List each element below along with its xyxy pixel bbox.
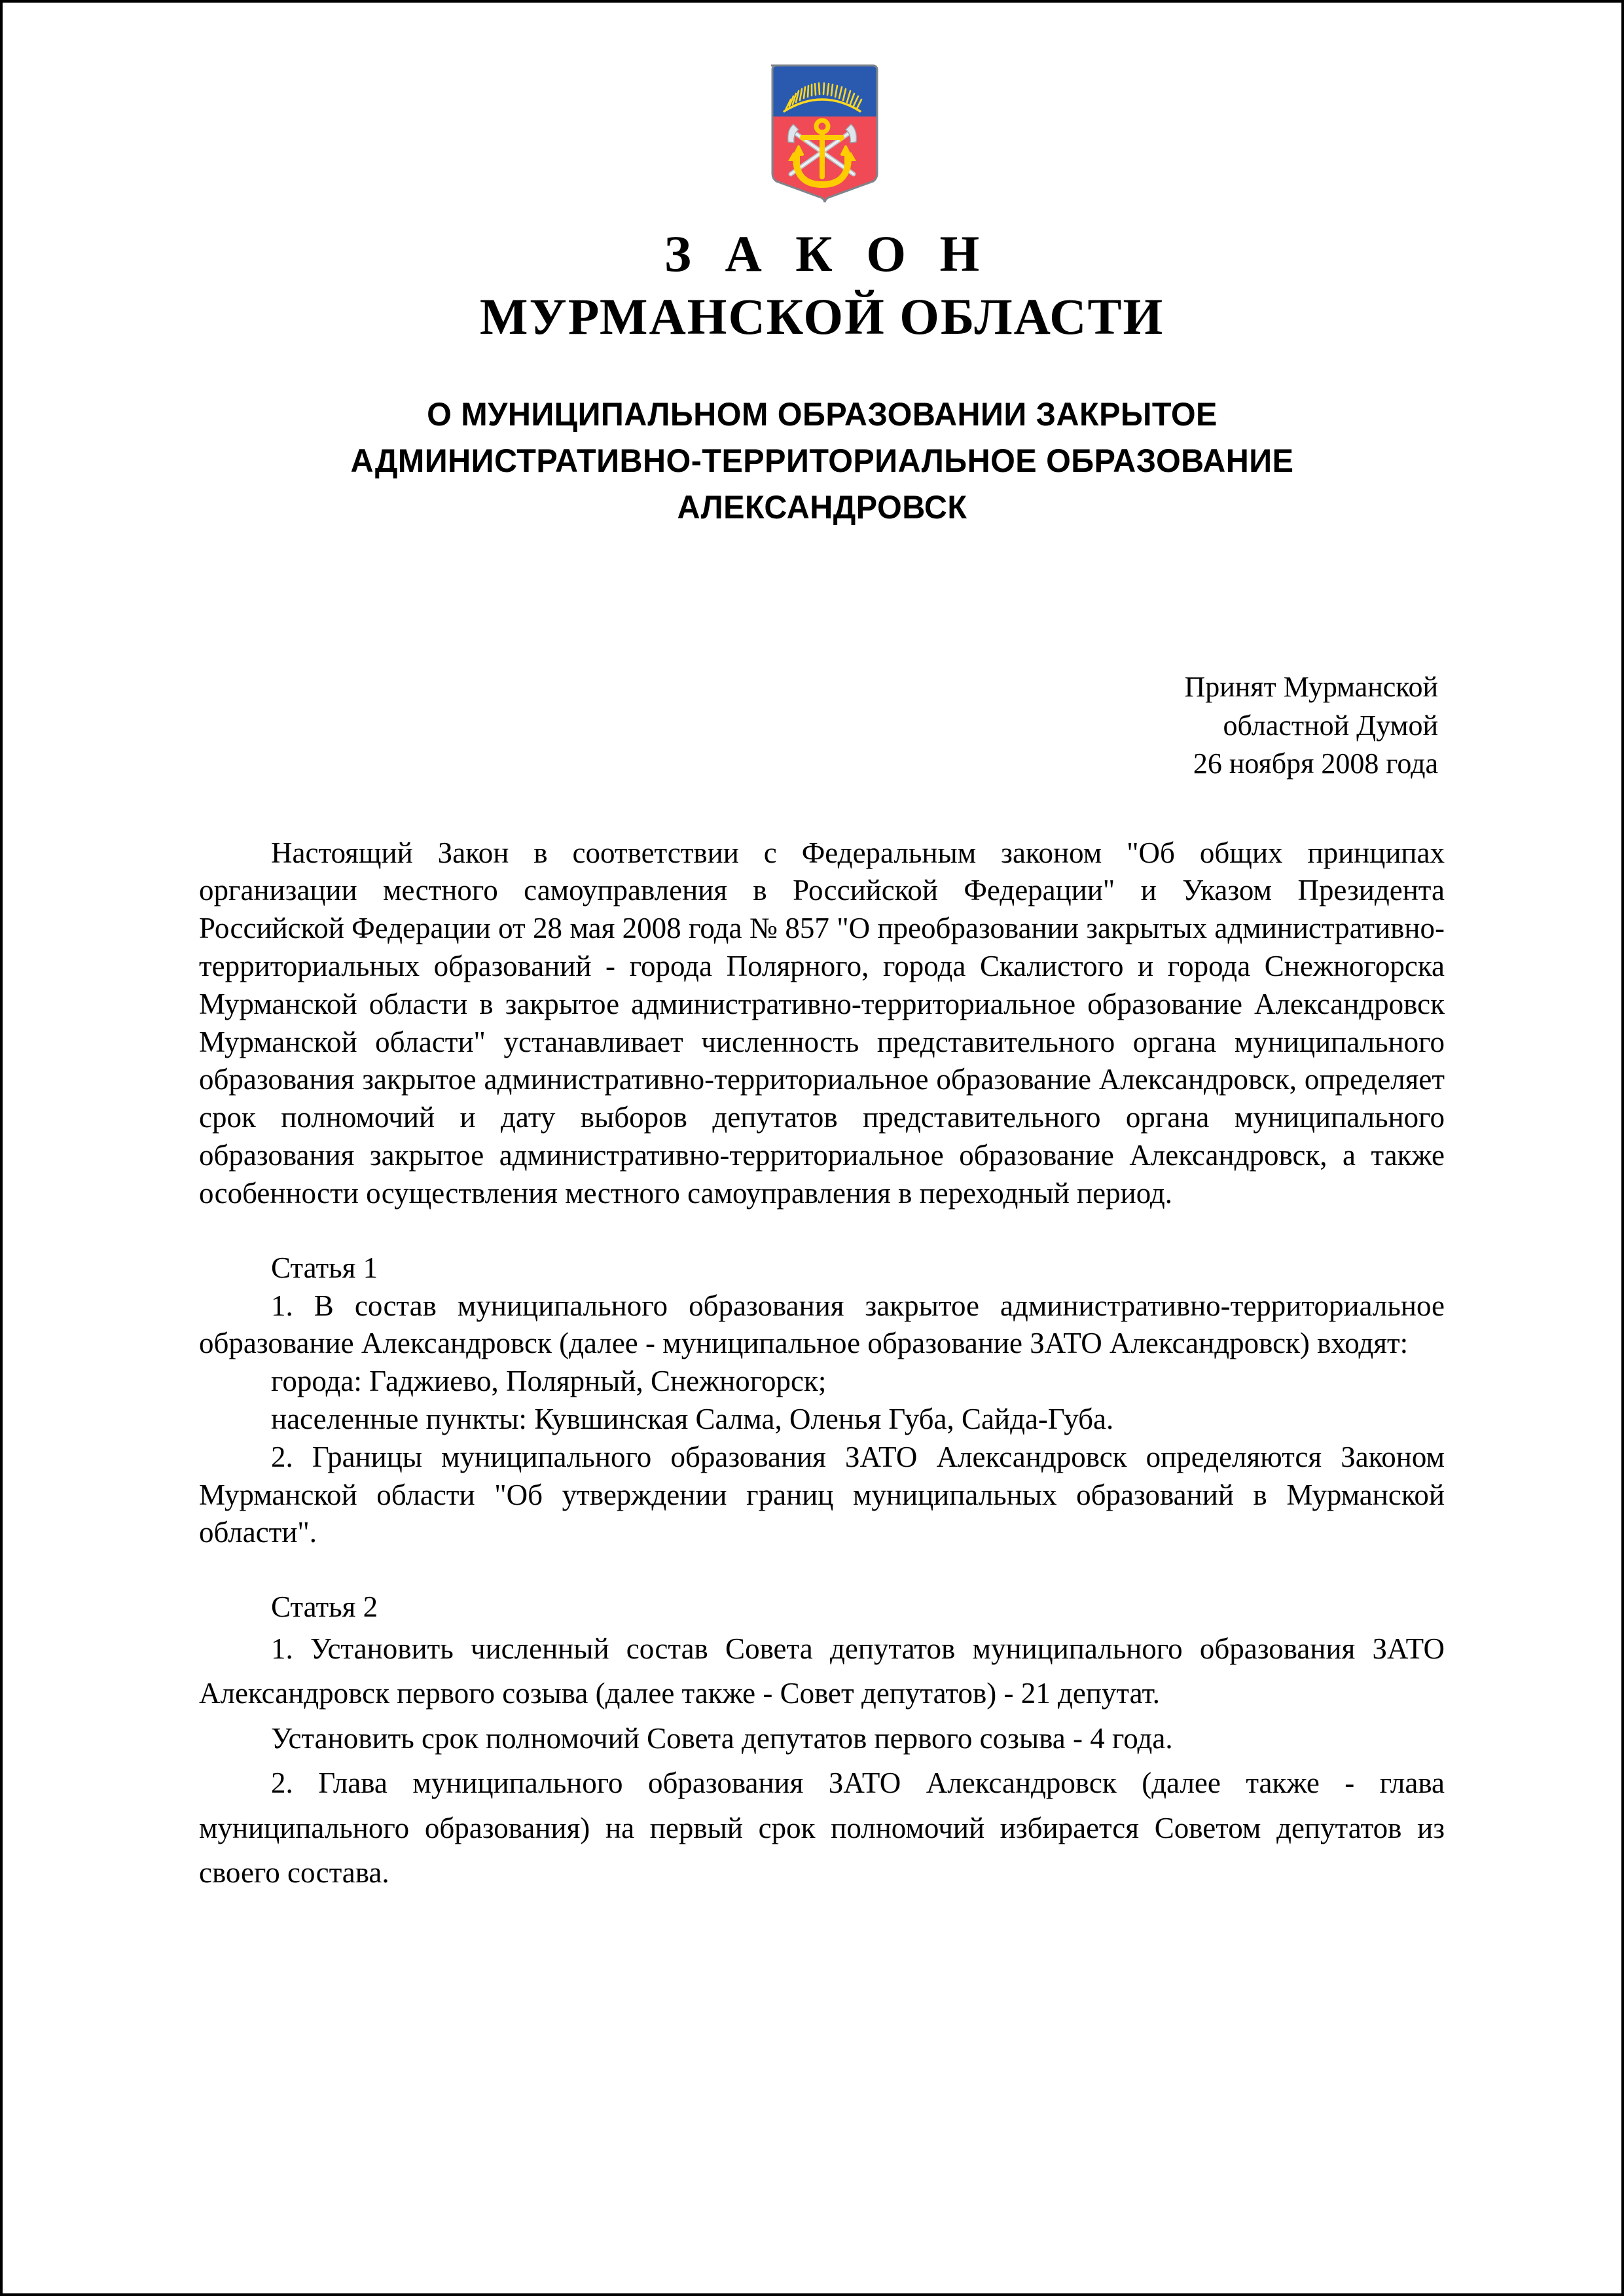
article-1-item-2: 2. Границы муниципального образования ЗАТО Александровск определяются Законом Мурманской области "Об утверждении границ муниципальных образований в Мурманской области". <box>199 1440 1445 1549</box>
article-2-item-1: 1. Установить численный состав Совета депутатов муниципального образования ЗАТО Александровск первого созыва (далее также - Совет депутатов) - 21 депутат. <box>199 1632 1445 1710</box>
adoption-block <box>199 668 1445 783</box>
article-1-cities-line: города: Гаджиево, Полярный, Снежногорск; <box>271 1365 827 1398</box>
preamble-paragraph: Настоящий Закон в соответствии с Федеральным законом "Об общих принципах организации местного самоуправления в Российской Федерации" и Указом Президента Российской Федерации от 28 мая 2008 года № 857 "О преобразовании закрытых административно-территориальных образований - города Полярного, города Скалистого и города Снежногорска Мурманской области в закрытое административно-территориальное образование Александровск Мурманской области" устанавливает численность представительного органа муниципального образования закрытое административно-территориальное образование Александровск, определяет срок полномочий и дату выборов депутатов представительного органа муниципального образования закрытое административно-территориальное образование Александровск, а также особенности осуществления местного самоуправления в переходный период. <box>199 836 1445 1210</box>
page-title-line1: З А К О Н <box>664 225 990 282</box>
article-1-settlements-line: населенные пункты: Кувшинская Салма, Оленья Губа, Сайда-Губа. <box>271 1402 1114 1435</box>
article-2-heading: Статья 2 <box>271 1590 378 1624</box>
article-1-item-1: 1. В состав муниципального образования закрытое административно-территориальное образование Александровск (далее - муниципальное образование ЗАТО Александровск) входят: <box>199 1289 1445 1360</box>
article-2-item-1-sub: Установить срок полномочий Совета депутатов первого созыва - 4 года. <box>271 1721 1173 1755</box>
article-1-heading: Статья 1 <box>271 1251 378 1284</box>
page-subtitle: О МУНИЦИПАЛЬНОМ ОБРАЗОВАНИИ ЗАКРЫТОЕ АДМИНИСТРАТИВНО-ТЕРРИТОРИАЛЬНОЕ ОБРАЗОВАНИЕ АЛЕКСАНДРОВСК <box>350 396 1293 526</box>
adoption-line-1: Принят Мурманской <box>1184 671 1438 704</box>
adoption-line-2: областной Думой <box>1223 709 1438 742</box>
coat-of-arms-icon <box>765 62 880 204</box>
document-body <box>199 834 1445 1895</box>
adoption-line-3: 26 ноября 2008 года <box>1193 747 1438 780</box>
page-title-line2: МУРМАНСКОЙ ОБЛАСТИ <box>479 288 1164 346</box>
article-2-item-2: 2. Глава муниципального образования ЗАТО Александровск (далее также - глава муниципального образования) на первый срок полномочий избирается Советом депутатов из своего состава. <box>199 1767 1445 1889</box>
emblem-container <box>199 62 1445 204</box>
page-content <box>3 3 1621 2293</box>
